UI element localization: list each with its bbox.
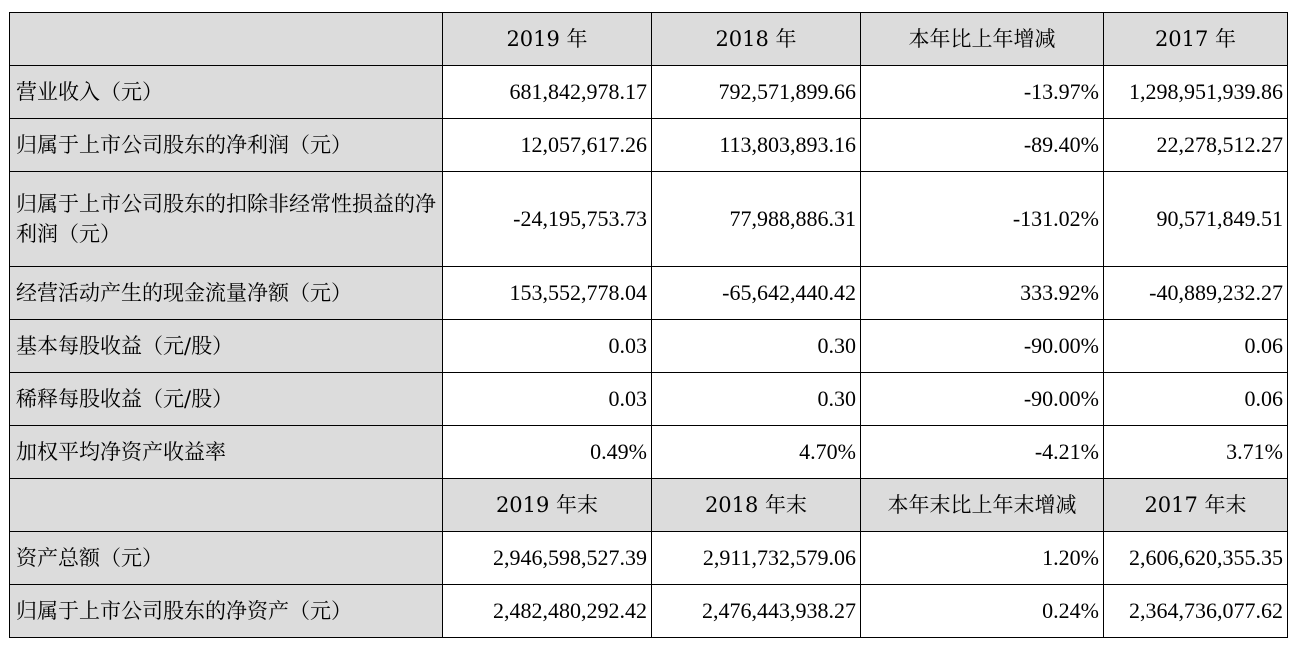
header-empty-cell [10,479,443,532]
table-row [10,66,1288,119]
row-label: 归属于上市公司股东的净资产（元） [10,585,443,638]
table-row [10,172,1288,267]
header-year-end-change: 本年末比上年末增减 [861,479,1104,532]
cell-value: -90.00% [861,320,1104,373]
header-2018: 2018 年 [652,13,861,66]
cell-value: 0.06 [1104,320,1288,373]
cell-value: 0.03 [443,373,652,426]
row-label: 基本每股收益（元/股） [10,320,443,373]
cell-value: 3.71% [1104,426,1288,479]
cell-value: -13.97% [861,66,1104,119]
header-2018-end: 2018 年末 [652,479,861,532]
cell-value: 113,803,893.16 [652,119,861,172]
cell-value: 2,606,620,355.35 [1104,532,1288,585]
cell-value: 90,571,849.51 [1104,172,1288,267]
header-2019-end: 2019 年末 [443,479,652,532]
cell-value: 4.70% [652,426,861,479]
cell-value: -131.02% [861,172,1104,267]
row-label: 资产总额（元） [10,532,443,585]
table-row [10,532,1288,585]
cell-value: 12,057,617.26 [443,119,652,172]
cell-value: 153,552,778.04 [443,267,652,320]
header-row-annual [10,13,1288,66]
row-label: 加权平均净资产收益率 [10,426,443,479]
cell-value: 22,278,512.27 [1104,119,1288,172]
cell-value: 2,476,443,938.27 [652,585,861,638]
row-label: 稀释每股收益（元/股） [10,373,443,426]
row-label: 营业收入（元） [10,66,443,119]
cell-value: 2,911,732,579.06 [652,532,861,585]
financial-summary-table [9,12,1288,638]
row-label: 归属于上市公司股东的扣除非经常性损益的净利润（元） [10,172,443,267]
cell-value: 0.24% [861,585,1104,638]
cell-value: 792,571,899.66 [652,66,861,119]
cell-value: -40,889,232.27 [1104,267,1288,320]
row-label: 归属于上市公司股东的净利润（元） [10,119,443,172]
table-row [10,585,1288,638]
cell-value: 333.92% [861,267,1104,320]
financial-summary-table-wrapper [9,12,1288,638]
header-2017-end: 2017 年末 [1104,479,1288,532]
table-row [10,267,1288,320]
cell-value: 0.03 [443,320,652,373]
table-row [10,320,1288,373]
cell-value: 2,482,480,292.42 [443,585,652,638]
header-2017: 2017 年 [1104,13,1288,66]
table-row [10,119,1288,172]
header-2019: 2019 年 [443,13,652,66]
cell-value: -4.21% [861,426,1104,479]
table-row [10,373,1288,426]
cell-value: 0.06 [1104,373,1288,426]
header-yoy-change: 本年比上年增减 [861,13,1104,66]
cell-value: 681,842,978.17 [443,66,652,119]
cell-value: -24,195,753.73 [443,172,652,267]
table-row [10,426,1288,479]
cell-value: 2,364,736,077.62 [1104,585,1288,638]
cell-value: 1,298,951,939.86 [1104,66,1288,119]
cell-value: 0.30 [652,320,861,373]
cell-value: 2,946,598,527.39 [443,532,652,585]
header-row-year-end [10,479,1288,532]
cell-value: -90.00% [861,373,1104,426]
row-label: 经营活动产生的现金流量净额（元） [10,267,443,320]
cell-value: 0.49% [443,426,652,479]
cell-value: 0.30 [652,373,861,426]
cell-value: -65,642,440.42 [652,267,861,320]
cell-value: -89.40% [861,119,1104,172]
cell-value: 1.20% [861,532,1104,585]
header-empty-cell [10,13,443,66]
cell-value: 77,988,886.31 [652,172,861,267]
